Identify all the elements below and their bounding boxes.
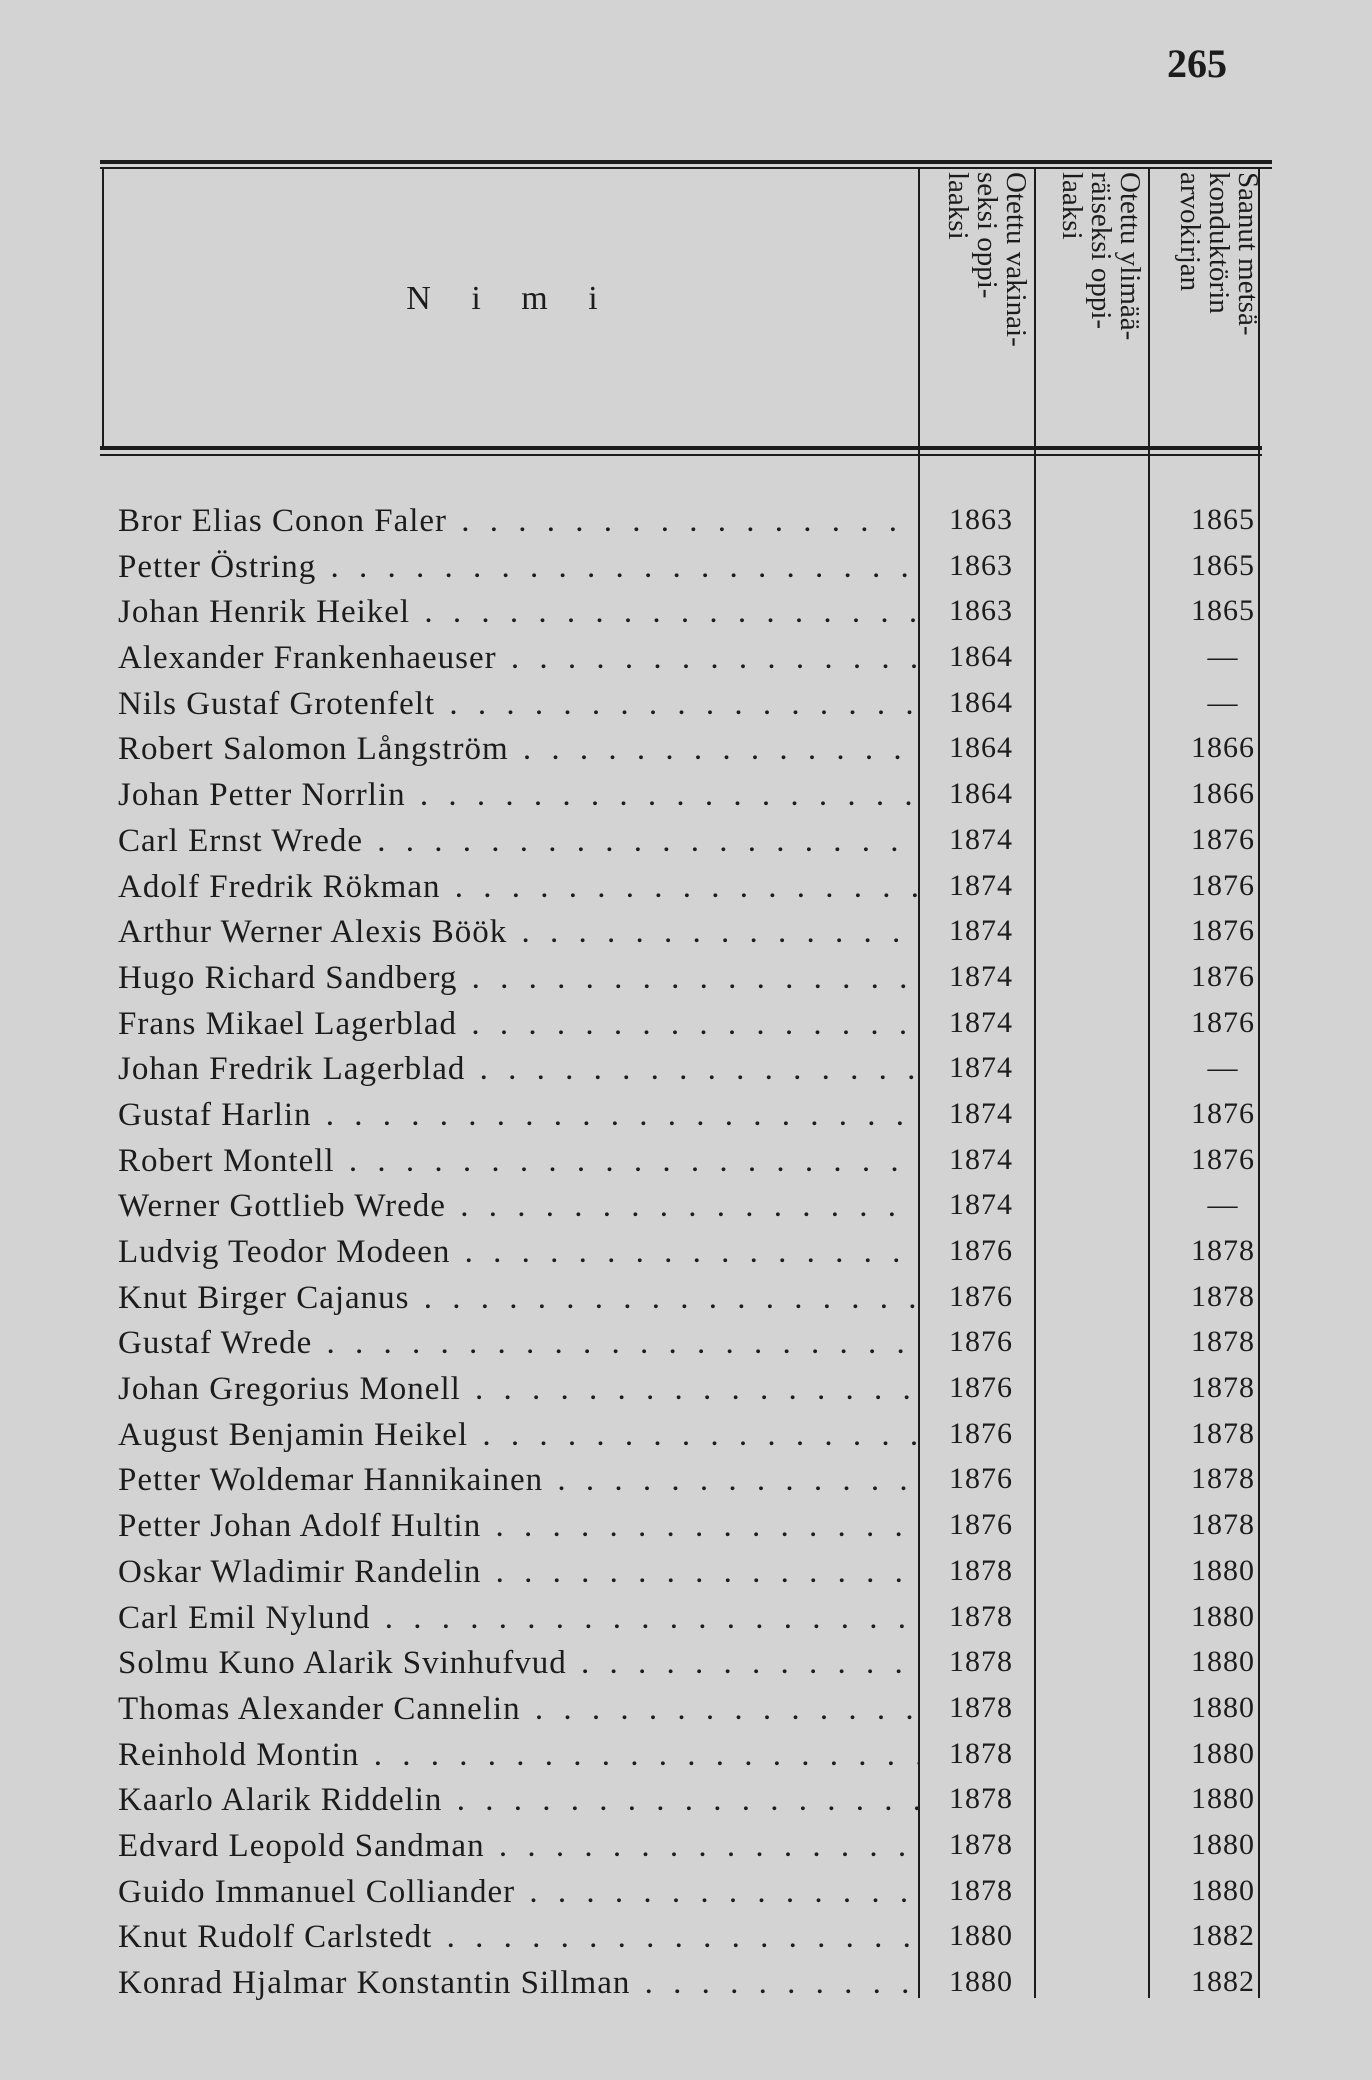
person-name: Ludvig Teodor Modeen . . . bbox=[118, 1234, 918, 1271]
person-name: August Benjamin Heikel . . . bbox=[118, 1417, 918, 1454]
header-line: Otettu vakinai- bbox=[1000, 172, 1032, 347]
regular-year: 1878 bbox=[949, 1690, 1013, 1724]
table-row bbox=[118, 1874, 1258, 1920]
regular-year: 1880 bbox=[949, 1965, 1013, 1998]
regular-year: 1874 bbox=[949, 1051, 1013, 1085]
regular-year: 1874 bbox=[949, 1188, 1013, 1222]
regular-year: 1878 bbox=[949, 1553, 1013, 1587]
table-row bbox=[118, 1325, 1258, 1371]
table-row bbox=[118, 823, 1258, 869]
table-row bbox=[118, 1645, 1258, 1691]
table-row bbox=[118, 1006, 1258, 1052]
certificate-year: 1878 bbox=[1191, 1325, 1255, 1359]
table-row bbox=[118, 1417, 1258, 1463]
certificate-year: 1878 bbox=[1191, 1462, 1255, 1496]
person-name: Alexander Frankenhaeuser . . . bbox=[118, 640, 918, 677]
regular-year: 1876 bbox=[949, 1279, 1013, 1313]
certificate-year: 1880 bbox=[1191, 1645, 1255, 1679]
table-row bbox=[118, 960, 1258, 1006]
regular-year: 1878 bbox=[949, 1873, 1013, 1907]
table-row bbox=[118, 1600, 1258, 1646]
table-row bbox=[118, 1188, 1258, 1234]
person-name: Adolf Fredrik Rökman . . . bbox=[118, 869, 918, 906]
person-name: Robert Salomon Långström . . . bbox=[118, 731, 918, 768]
header-line: Otettu ylimää- bbox=[1114, 172, 1146, 341]
person-name: Edvard Leopold Sandman . . . bbox=[118, 1828, 918, 1865]
person-name: Petter Woldemar Hannikainen . . . bbox=[118, 1462, 918, 1499]
regular-year: 1876 bbox=[949, 1325, 1013, 1359]
person-name: Knut Birger Cajanus . . . bbox=[118, 1280, 918, 1317]
certificate-year: — bbox=[1207, 1188, 1239, 1222]
person-name: Johan Henrik Heikel . . . bbox=[118, 594, 918, 631]
person-name: Carl Emil Nylund . . . bbox=[118, 1600, 918, 1637]
table-row bbox=[118, 549, 1258, 595]
table-row bbox=[118, 1371, 1258, 1417]
certificate-year: 1866 bbox=[1191, 777, 1255, 811]
person-name: Petter Östring . . . bbox=[118, 549, 918, 586]
certificate-year: 1880 bbox=[1191, 1873, 1255, 1907]
table-row bbox=[118, 1965, 1258, 2011]
person-name: Carl Ernst Wrede . . . bbox=[118, 823, 918, 860]
certificate-year: — bbox=[1207, 640, 1239, 674]
table-row bbox=[118, 1143, 1258, 1189]
regular-year: 1864 bbox=[949, 777, 1013, 811]
regular-year: 1864 bbox=[949, 640, 1013, 674]
table-row bbox=[118, 594, 1258, 640]
header-line: seksi oppi- bbox=[971, 172, 1003, 299]
table-row bbox=[118, 1919, 1258, 1965]
regular-year: 1874 bbox=[949, 1096, 1013, 1130]
person-name: Solmu Kuno Alarik Svinhufvud . . . bbox=[118, 1645, 918, 1682]
regular-year: 1878 bbox=[949, 1736, 1013, 1770]
header-line: räiseksi oppi- bbox=[1085, 172, 1117, 330]
table-row bbox=[118, 503, 1258, 549]
regular-year: 1876 bbox=[949, 1234, 1013, 1267]
certificate-year: 1882 bbox=[1191, 1919, 1255, 1953]
certificate-year: 1876 bbox=[1191, 914, 1255, 948]
certificate-year: 1880 bbox=[1191, 1690, 1255, 1724]
person-name: Gustaf Wrede . . . bbox=[118, 1325, 918, 1362]
certificate-year: 1876 bbox=[1191, 959, 1255, 993]
header-line: laaksi bbox=[942, 172, 974, 240]
table-row bbox=[118, 1280, 1258, 1326]
person-name: Arthur Werner Alexis Böök . . . bbox=[118, 914, 918, 951]
table-row bbox=[118, 1234, 1258, 1280]
person-name: Johan Fredrik Lagerblad . . . bbox=[118, 1051, 918, 1088]
certificate-column-header bbox=[1148, 172, 1262, 472]
certificate-year: 1876 bbox=[1191, 822, 1255, 856]
regular-year: 1878 bbox=[949, 1599, 1013, 1633]
regular-year: 1878 bbox=[949, 1782, 1013, 1816]
regular-year: 1864 bbox=[949, 731, 1013, 765]
table-row bbox=[118, 1462, 1258, 1508]
table-row bbox=[118, 731, 1258, 777]
certificate-year: 1865 bbox=[1191, 594, 1255, 628]
person-name: Knut Rudolf Carlstedt . . . bbox=[118, 1919, 918, 1956]
certificate-year: 1876 bbox=[1191, 868, 1255, 902]
person-name: Werner Gottlieb Wrede . . . bbox=[118, 1188, 918, 1225]
table-row bbox=[118, 777, 1258, 823]
regular-year: 1874 bbox=[949, 1142, 1013, 1176]
person-name: Petter Johan Adolf Hultin . . . bbox=[118, 1508, 918, 1545]
certificate-year: 1878 bbox=[1191, 1234, 1255, 1267]
table-row bbox=[118, 1691, 1258, 1737]
certificate-year: 1880 bbox=[1191, 1553, 1255, 1587]
person-name: Johan Gregorius Monell . . . bbox=[118, 1371, 918, 1408]
person-name: Guido Immanuel Colliander . . . bbox=[118, 1874, 918, 1911]
regular-year: 1874 bbox=[949, 959, 1013, 993]
header-line: laaksi bbox=[1056, 172, 1088, 240]
certificate-year: 1880 bbox=[1191, 1827, 1255, 1861]
regular-year: 1878 bbox=[949, 1645, 1013, 1679]
table-row bbox=[118, 914, 1258, 960]
regular-year: 1874 bbox=[949, 1005, 1013, 1039]
header-line: arvokirjan bbox=[1174, 172, 1206, 292]
certificate-year: 1878 bbox=[1191, 1508, 1255, 1542]
regular-year: 1874 bbox=[949, 868, 1013, 902]
table-top-rule bbox=[100, 160, 1272, 164]
person-name: Konrad Hjalmar Konstantin Sillman . . . bbox=[118, 1965, 918, 2002]
table-row bbox=[118, 869, 1258, 915]
table-row bbox=[118, 1782, 1258, 1828]
regular-year: 1876 bbox=[949, 1416, 1013, 1450]
table-row bbox=[118, 686, 1258, 732]
certificate-year: 1866 bbox=[1191, 731, 1255, 765]
regular-student-column-header bbox=[916, 172, 1030, 472]
table-body bbox=[118, 503, 1258, 2011]
certificate-year: 1865 bbox=[1191, 548, 1255, 582]
table-row bbox=[118, 1828, 1258, 1874]
certificate-year: 1878 bbox=[1191, 1371, 1255, 1405]
header-line: Saanut metsä- bbox=[1232, 172, 1264, 336]
regular-year: 1876 bbox=[949, 1508, 1013, 1542]
certificate-year: 1882 bbox=[1191, 1965, 1255, 1998]
certificate-year: 1880 bbox=[1191, 1736, 1255, 1770]
name-column-header: N i m i bbox=[406, 280, 614, 317]
certificate-year: 1876 bbox=[1191, 1005, 1255, 1039]
table-top-rule-thin bbox=[100, 167, 1272, 169]
person-name: Robert Montell . . . bbox=[118, 1143, 918, 1180]
regular-year: 1863 bbox=[949, 594, 1013, 628]
extra-student-column-header bbox=[1030, 172, 1144, 472]
certificate-year: 1878 bbox=[1191, 1416, 1255, 1450]
table-row bbox=[118, 1737, 1258, 1783]
regular-year: 1878 bbox=[949, 1827, 1013, 1861]
certificate-year: 1865 bbox=[1191, 503, 1255, 536]
certificate-year: 1880 bbox=[1191, 1782, 1255, 1816]
regular-year: 1863 bbox=[949, 548, 1013, 582]
person-name: Frans Mikael Lagerblad . . . bbox=[118, 1006, 918, 1043]
table-row bbox=[118, 1554, 1258, 1600]
person-name: Oskar Wladimir Randelin . . . bbox=[118, 1554, 918, 1591]
regular-year: 1874 bbox=[949, 914, 1013, 948]
person-name: Reinhold Montin . . . bbox=[118, 1737, 918, 1774]
column-divider bbox=[102, 168, 104, 448]
regular-year: 1864 bbox=[949, 685, 1013, 719]
certificate-year: 1878 bbox=[1191, 1279, 1255, 1313]
certificate-year: — bbox=[1207, 1051, 1239, 1085]
person-name: Hugo Richard Sandberg . . . bbox=[118, 960, 918, 997]
table-row bbox=[118, 1508, 1258, 1554]
person-name: Johan Petter Norrlin . . . bbox=[118, 777, 918, 814]
page-number: 265 bbox=[1167, 41, 1227, 86]
person-name: Bror Elias Conon Faler . . . bbox=[118, 503, 918, 540]
regular-year: 1876 bbox=[949, 1462, 1013, 1496]
table-row bbox=[118, 640, 1258, 686]
person-name: Thomas Alexander Cannelin . . . bbox=[118, 1691, 918, 1728]
regular-year: 1863 bbox=[949, 503, 1013, 536]
person-name: Kaarlo Alarik Riddelin . . . bbox=[118, 1782, 918, 1819]
table-row bbox=[118, 1051, 1258, 1097]
table-row bbox=[118, 1097, 1258, 1143]
header-line: konduktörin bbox=[1203, 172, 1235, 314]
person-name: Nils Gustaf Grotenfelt . . . bbox=[118, 686, 918, 723]
regular-year: 1876 bbox=[949, 1371, 1013, 1405]
certificate-year: 1876 bbox=[1191, 1096, 1255, 1130]
regular-year: 1880 bbox=[949, 1919, 1013, 1953]
certificate-year: — bbox=[1207, 685, 1239, 719]
certificate-year: 1880 bbox=[1191, 1599, 1255, 1633]
regular-year: 1874 bbox=[949, 822, 1013, 856]
certificate-year: 1876 bbox=[1191, 1142, 1255, 1176]
person-name: Gustaf Harlin . . . bbox=[118, 1097, 918, 1134]
